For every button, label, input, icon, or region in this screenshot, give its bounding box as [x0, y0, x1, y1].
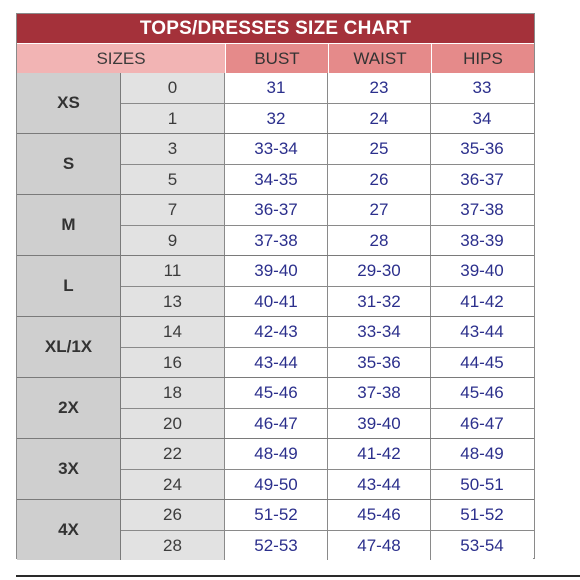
size-group-label: XS — [17, 73, 121, 133]
waist-cell: 43-44 — [328, 470, 431, 499]
numeric-size-cell: 13 — [121, 287, 225, 316]
size-rows — [121, 317, 534, 377]
hips-cell: 46-47 — [431, 409, 533, 438]
bust-cell: 48-49 — [225, 439, 328, 469]
bust-cell: 42-43 — [225, 317, 328, 347]
size-group-label: 3X — [17, 439, 121, 499]
bust-cell: 36-37 — [225, 195, 328, 225]
size-group-label: S — [17, 134, 121, 194]
waist-cell: 24 — [328, 104, 431, 133]
size-group-label: 4X — [17, 500, 121, 560]
hips-cell: 35-36 — [431, 134, 533, 164]
size-group — [17, 317, 534, 378]
table-row — [121, 103, 534, 133]
waist-cell: 47-48 — [328, 531, 431, 560]
size-rows — [121, 439, 534, 499]
waist-cell: 37-38 — [328, 378, 431, 408]
hips-cell: 41-42 — [431, 287, 533, 316]
numeric-size-cell: 16 — [121, 348, 225, 377]
waist-cell: 26 — [328, 165, 431, 194]
table-row — [121, 134, 534, 164]
numeric-size-cell: 28 — [121, 531, 225, 560]
table-row — [121, 286, 534, 316]
table-row — [121, 347, 534, 377]
table-row — [121, 469, 534, 499]
bust-cell: 40-41 — [225, 287, 328, 316]
table-row — [121, 408, 534, 438]
hips-cell: 45-46 — [431, 378, 533, 408]
bust-cell: 45-46 — [225, 378, 328, 408]
size-group-label: XL/1X — [17, 317, 121, 377]
bust-cell: 34-35 — [225, 165, 328, 194]
table-row — [121, 195, 534, 225]
numeric-size-cell: 22 — [121, 439, 225, 469]
size-rows — [121, 134, 534, 194]
table-row — [121, 164, 534, 194]
size-group — [17, 500, 534, 560]
hips-cell: 53-54 — [431, 531, 533, 560]
waist-cell: 23 — [328, 73, 431, 103]
numeric-size-cell: 20 — [121, 409, 225, 438]
size-group-label: 2X — [17, 378, 121, 438]
numeric-size-cell: 1 — [121, 104, 225, 133]
bottom-divider — [16, 575, 580, 577]
bust-cell: 51-52 — [225, 500, 328, 530]
bust-cell: 46-47 — [225, 409, 328, 438]
numeric-size-cell: 5 — [121, 165, 225, 194]
hips-cell: 43-44 — [431, 317, 533, 347]
table-row — [121, 530, 534, 560]
table-row — [121, 500, 534, 530]
waist-cell: 29-30 — [328, 256, 431, 286]
numeric-size-cell: 26 — [121, 500, 225, 530]
hips-cell: 48-49 — [431, 439, 533, 469]
numeric-size-cell: 14 — [121, 317, 225, 347]
size-group — [17, 73, 534, 134]
hips-cell: 34 — [431, 104, 533, 133]
bust-cell: 31 — [225, 73, 328, 103]
header-waist: WAIST — [329, 44, 432, 73]
hips-cell: 36-37 — [431, 165, 533, 194]
bust-cell: 39-40 — [225, 256, 328, 286]
size-chart-table — [16, 13, 535, 559]
size-group — [17, 439, 534, 500]
table-row — [121, 439, 534, 469]
size-group — [17, 134, 534, 195]
waist-cell: 28 — [328, 226, 431, 255]
bust-cell: 32 — [225, 104, 328, 133]
waist-cell: 35-36 — [328, 348, 431, 377]
numeric-size-cell: 0 — [121, 73, 225, 103]
table-row — [121, 317, 534, 347]
hips-cell: 39-40 — [431, 256, 533, 286]
numeric-size-cell: 9 — [121, 226, 225, 255]
table-row — [121, 225, 534, 255]
bust-cell: 49-50 — [225, 470, 328, 499]
waist-cell: 25 — [328, 134, 431, 164]
header-sizes: SIZES — [17, 44, 226, 73]
hips-cell: 33 — [431, 73, 533, 103]
numeric-size-cell: 7 — [121, 195, 225, 225]
numeric-size-cell: 24 — [121, 470, 225, 499]
waist-cell: 31-32 — [328, 287, 431, 316]
numeric-size-cell: 18 — [121, 378, 225, 408]
hips-cell: 44-45 — [431, 348, 533, 377]
bust-cell: 43-44 — [225, 348, 328, 377]
chart-title: TOPS/DRESSES SIZE CHART — [17, 14, 534, 43]
size-group — [17, 195, 534, 256]
header-row — [17, 43, 534, 73]
chart-body — [17, 73, 534, 560]
bust-cell: 37-38 — [225, 226, 328, 255]
size-group-label: M — [17, 195, 121, 255]
size-rows — [121, 500, 534, 560]
size-rows — [121, 73, 534, 133]
hips-cell: 51-52 — [431, 500, 533, 530]
hips-cell: 37-38 — [431, 195, 533, 225]
waist-cell: 39-40 — [328, 409, 431, 438]
waist-cell: 41-42 — [328, 439, 431, 469]
header-bust: BUST — [226, 44, 329, 73]
hips-cell: 38-39 — [431, 226, 533, 255]
size-rows — [121, 378, 534, 438]
bust-cell: 52-53 — [225, 531, 328, 560]
size-rows — [121, 256, 534, 316]
size-group — [17, 378, 534, 439]
size-group — [17, 256, 534, 317]
numeric-size-cell: 3 — [121, 134, 225, 164]
numeric-size-cell: 11 — [121, 256, 225, 286]
hips-cell: 50-51 — [431, 470, 533, 499]
bust-cell: 33-34 — [225, 134, 328, 164]
header-hips: HIPS — [432, 44, 534, 73]
waist-cell: 27 — [328, 195, 431, 225]
waist-cell: 33-34 — [328, 317, 431, 347]
table-row — [121, 256, 534, 286]
table-row — [121, 378, 534, 408]
size-group-label: L — [17, 256, 121, 316]
size-rows — [121, 195, 534, 255]
waist-cell: 45-46 — [328, 500, 431, 530]
table-row — [121, 73, 534, 103]
